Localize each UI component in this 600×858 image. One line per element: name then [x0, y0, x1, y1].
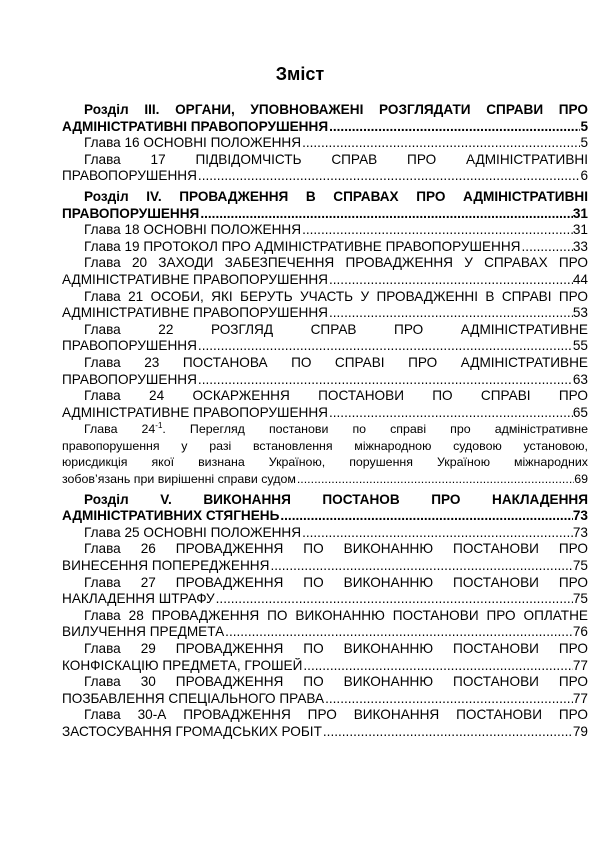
- toc-entry-last-line: [62, 168, 588, 185]
- toc-entry-line: Розділ IV. ПРОВАДЖЕННЯ В СПРАВАХ ПРО АДМІНІСТРАТИВНІ: [84, 188, 588, 204]
- page-number: 65: [572, 404, 588, 420]
- page-number: 5: [580, 118, 588, 134]
- toc-chapter-entry[interactable]: [62, 322, 588, 355]
- dot-leader: [301, 135, 580, 152]
- toc-entry-last-line: [62, 272, 588, 289]
- toc-entry-text: Глава 25 ОСНОВНІ ПОЛОЖЕННЯ: [84, 524, 302, 540]
- toc-entry-text: ПРАВОПОРУШЕННЯ: [62, 168, 197, 184]
- toc-entry-text: АДМІНІСТРАТИВНЕ ПРАВОПОРУШЕННЯ: [62, 404, 328, 420]
- toc-chapter-entry[interactable]: [62, 135, 588, 152]
- toc-entry-last-line: [62, 525, 588, 542]
- toc-entry-last-line: [62, 471, 588, 488]
- toc-chapter-entry[interactable]: [62, 608, 588, 641]
- page-number: 6: [580, 168, 588, 184]
- dot-leader: [328, 272, 573, 289]
- toc-chapter-entry[interactable]: [62, 239, 588, 256]
- dot-leader: [197, 372, 573, 389]
- toc-entry-last-line: [62, 405, 588, 422]
- toc-entry-line: Глава 30-А ПРОВАДЖЕННЯ ПРО ВИКОНАННЯ ПОСТАНОВИ ПРО: [84, 707, 588, 723]
- page-number: 31: [572, 222, 588, 238]
- toc-entry-text: Глава 18 ОСНОВНІ ПОЛОЖЕННЯ: [84, 222, 302, 238]
- toc-entry-text: АДМІНІСТРАТИВНЕ ПРАВОПОРУШЕННЯ: [62, 305, 328, 321]
- toc-entry-text: АДМІНІСТРАТИВНЕ ПРАВОПОРУШЕННЯ: [62, 271, 328, 287]
- toc-entry-last-line: [62, 591, 588, 608]
- toc-entry-last-line: [62, 658, 588, 675]
- toc-entry-text: КОНФІСКАЦІЮ ПРЕДМЕТА, ГРОШЕЙ: [62, 657, 303, 673]
- dot-leader: [301, 222, 573, 239]
- dot-leader: [521, 239, 573, 256]
- toc-entry-line: Глава $24^{-1}$. Перегляд постанови по справі про адміністративне: [84, 421, 588, 437]
- toc-entry-line: Розділ III. ОРГАНИ, УПОВНОВАЖЕНІ РОЗГЛЯДАТИ СПРАВИ ПРО: [84, 102, 588, 117]
- toc-chapter-entry[interactable]: [62, 541, 588, 574]
- toc-entry-line: Глава 28 ПРОВАДЖЕННЯ ПО ВИКОНАННЮ ПОСТАНОВИ ПРО ОПЛАТНЕ: [84, 607, 588, 623]
- page-number: 5: [580, 135, 588, 151]
- toc-chapter-entry[interactable]: [62, 575, 588, 608]
- toc-chapter-entry[interactable]: [62, 707, 588, 740]
- toc-chapter-entry[interactable]: [62, 388, 588, 421]
- toc-entry-line: правопорушення у разі встановлення міжнародною судовою установою,: [62, 438, 588, 453]
- toc-entry-text: ВИНЕСЕННЯ ПОПЕРЕДЖЕННЯ: [62, 558, 270, 574]
- toc-entry-line: Глава 23 ПОСТАНОВА ПО СПРАВІ ПРО АДМІНІСТРАТИВНЕ: [84, 354, 588, 370]
- toc-entry-last-line: [62, 558, 588, 575]
- toc-entry-last-line: [62, 724, 588, 741]
- toc-chapter-entry[interactable]: [62, 222, 588, 239]
- page-number: 69: [574, 472, 588, 487]
- toc-entry-last-line: [62, 222, 588, 239]
- toc-section-entry[interactable]: [62, 189, 588, 222]
- toc-entry-text: АДМІНІСТРАТИВНИХ СТЯГНЕНЬ: [62, 508, 280, 524]
- toc-entry-last-line: [62, 239, 588, 256]
- toc-chapter-entry[interactable]: [62, 525, 588, 542]
- dot-leader: [322, 724, 573, 741]
- toc-entry-last-line: [62, 338, 588, 355]
- toc-entry-last-line: [62, 135, 588, 152]
- toc-entry-last-line: [62, 624, 588, 641]
- toc-entry-last-line: [62, 119, 588, 136]
- toc-entry-last-line: [62, 691, 588, 708]
- toc-entry-line: Глава 20 ЗАХОДИ ЗАБЕЗПЕЧЕННЯ ПРОВАДЖЕННЯ У СПРАВАХ ПРО: [84, 255, 588, 271]
- dot-leader: [224, 624, 573, 641]
- page-number: 75: [572, 558, 588, 574]
- toc-chapter-entry[interactable]: [62, 421, 588, 487]
- toc-chapter-entry[interactable]: [62, 289, 588, 322]
- dot-leader: [269, 558, 572, 575]
- toc-entry-line: Глава 24 ОСКАРЖЕННЯ ПОСТАНОВИ ПО СПРАВІ ПРО: [84, 388, 588, 404]
- toc-entry-text: ПРАВОПОРУШЕННЯ: [62, 205, 200, 221]
- toc-chapter-entry[interactable]: [62, 255, 588, 288]
- dot-leader: [197, 168, 581, 185]
- page-number: 63: [572, 371, 588, 387]
- toc-entry-line: Глава 26 ПРОВАДЖЕННЯ ПО ВИКОНАННЮ ПОСТАНОВИ ПРО: [84, 541, 588, 557]
- dot-leader: [199, 206, 573, 223]
- toc-chapter-entry[interactable]: [62, 674, 588, 707]
- page-title: Зміст: [275, 64, 325, 84]
- toc-entry-line: Глава 29 ПРОВАДЖЕННЯ ПО ВИКОНАННЮ ПОСТАНОВИ ПРО: [84, 641, 588, 656]
- dot-leader: [328, 119, 580, 136]
- page-number: 53: [572, 305, 588, 321]
- toc-entry-text: ПРАВОПОРУШЕННЯ: [62, 338, 197, 354]
- toc-entry-last-line: [62, 206, 588, 223]
- dot-leader: [301, 525, 573, 542]
- dot-leader: [328, 405, 573, 422]
- page-number: 73: [572, 508, 588, 524]
- page-number: 33: [572, 238, 588, 254]
- toc-entry-line: Глава 21 ОСОБИ, ЯКІ БЕРУТЬ УЧАСТЬ У ПРОВАДЖЕННІ В СПРАВІ ПРО: [84, 288, 588, 304]
- dot-leader: [215, 591, 573, 608]
- toc-entry-text: НАКЛАДЕННЯ ШТРАФУ: [62, 591, 215, 607]
- toc-entry-text: зобов’язань при вирішенні справи судом: [62, 472, 296, 487]
- toc-entry-line: юрисдикція якої визнана Україною, порушення Україною міжнародних: [62, 455, 588, 470]
- page-number: 31: [572, 205, 588, 221]
- dot-leader: [324, 691, 573, 708]
- toc-entry-text: ПОЗБАВЛЕННЯ СПЕЦІАЛЬНОГО ПРАВА: [62, 690, 325, 706]
- page-number: 75: [572, 591, 588, 607]
- toc-entry-last-line: [62, 305, 588, 322]
- page-number: 44: [572, 271, 588, 287]
- dot-leader: [296, 471, 574, 488]
- toc-section-entry[interactable]: [62, 102, 588, 135]
- toc-entry-text: Глава 19 ПРОТОКОЛ ПРО АДМІНІСТРАТИВНЕ ПРАВОПОРУШЕННЯ: [84, 238, 521, 254]
- toc-entry-line: Глава 27 ПРОВАДЖЕННЯ ПО ВИКОНАННЮ ПОСТАНОВИ ПРО: [84, 574, 588, 590]
- toc-chapter-entry[interactable]: [62, 641, 588, 674]
- toc-entry-last-line: [62, 372, 588, 389]
- toc-entry-line: Розділ V. ВИКОНАННЯ ПОСТАНОВ ПРО НАКЛАДЕННЯ: [84, 491, 588, 507]
- toc-section-entry[interactable]: [62, 492, 588, 525]
- page-number: 79: [572, 723, 588, 739]
- toc-entry-text: ПРАВОПОРУШЕННЯ: [62, 371, 197, 387]
- toc-entry-line: Глава 17 ПІДВІДОМЧІСТЬ СПРАВ ПРО АДМІНІСТРАТИВНІ: [84, 151, 588, 167]
- toc-entry-text: ВИЛУЧЕННЯ ПРЕДМЕТА: [62, 624, 225, 640]
- dot-leader: [279, 508, 573, 525]
- toc-entry-text: Глава 16 ОСНОВНІ ПОЛОЖЕННЯ: [84, 135, 302, 151]
- page-number: 77: [572, 690, 588, 706]
- toc-entry-line: Глава 30 ПРОВАДЖЕННЯ ПО ВИКОНАННЮ ПОСТАНОВИ ПРО: [84, 674, 588, 690]
- dot-leader: [302, 658, 572, 675]
- dot-leader: [197, 338, 573, 355]
- page-number: 76: [572, 624, 588, 640]
- dot-leader: [328, 305, 573, 322]
- toc-chapter-entry[interactable]: [62, 355, 588, 388]
- page-number: 73: [572, 524, 588, 540]
- toc-entry-last-line: [62, 508, 588, 525]
- toc-entry-line: Глава 22 РОЗГЛЯД СПРАВ ПРО АДМІНІСТРАТИВНЕ: [84, 321, 588, 337]
- table-of-contents: [62, 98, 588, 741]
- page-number: 55: [572, 338, 588, 354]
- page-number: 77: [572, 657, 588, 673]
- toc-chapter-entry[interactable]: [62, 152, 588, 185]
- toc-entry-text: АДМІНІСТРАТИВНІ ПРАВОПОРУШЕННЯ: [62, 118, 329, 134]
- toc-entry-text: ЗАСТОСУВАННЯ ГРОМАДСЬКИХ РОБІТ: [62, 723, 322, 739]
